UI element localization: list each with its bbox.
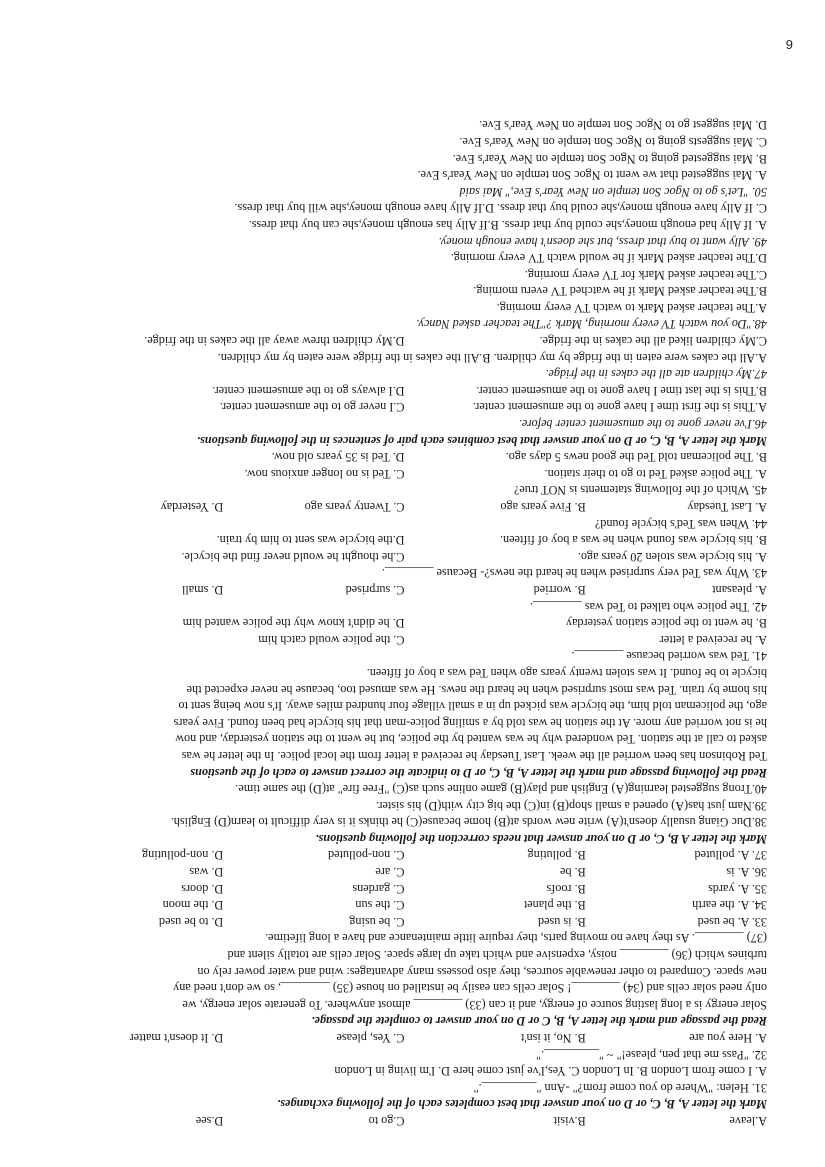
option-cell: D.My children threw away all the cakes in the fridge. bbox=[144, 334, 405, 349]
text-line: A.The teacher asked Mark to watch TV every morning. bbox=[496, 300, 767, 315]
option-cell: B. The policeman told Ted the good news 5 days ago. bbox=[505, 450, 767, 465]
text-line: A.All the cakes were eaten in the fridge by my children. B.All the cakes in the fridge were eaten by my children. bbox=[217, 350, 767, 365]
option-row bbox=[42, 465, 767, 482]
text-line: 40.Trong suggested learning(A) English and play(B) game online such as(C) "Free fire" at(D) the same time. bbox=[235, 782, 767, 797]
option-cell: B. roofs bbox=[546, 881, 586, 896]
option-row bbox=[42, 1112, 767, 1129]
option-cell: B. is used bbox=[538, 914, 586, 929]
section-instruction: Mark the letter A, B, C, or D on your answer that best completes each of the following exchanges. bbox=[277, 1097, 767, 1112]
option-cell: D. It doesn't matter bbox=[129, 1031, 224, 1046]
text-line: D. Mai suggest go to Ngoc Son temple on New Year's Eve. bbox=[479, 118, 767, 133]
text-line: B.The teacher asked Mark if he watched TV everu morning. bbox=[473, 284, 767, 299]
option-cell: C. Twenty years ago bbox=[304, 500, 405, 515]
option-cell: D.the bicycle was sent to him by train. bbox=[216, 533, 405, 548]
option-cell: C. be using bbox=[349, 914, 405, 929]
option-cell: B. polluting bbox=[527, 848, 586, 863]
option-row bbox=[42, 913, 767, 930]
option-cell: C. are bbox=[375, 865, 405, 880]
text-line: B. Mai suggested going to Ngoc Son temple on New Year's Eve. bbox=[452, 151, 767, 166]
option-cell: D. Yesterday bbox=[160, 500, 224, 515]
option-row bbox=[42, 847, 767, 864]
option-cell: B. No, it isn't bbox=[520, 1031, 586, 1046]
text-line: he is not worried any more. At the station he was told by a smiling police-man that his bicycle had been found. Five years bbox=[173, 715, 767, 730]
text-line: 41. Ted was worried because ________. bbox=[571, 649, 767, 664]
option-cell: A.leave bbox=[729, 1114, 767, 1128]
option-cell: C. Ted is no longer anxious now. bbox=[244, 466, 405, 481]
option-cell: B.This is the last time I have gone to the amusement center. bbox=[476, 383, 767, 398]
option-cell: 35. A. yards bbox=[708, 881, 767, 896]
option-cell: C. non-polluted bbox=[327, 848, 405, 863]
text-line: only need solar cells and (34) ________! Solar cells can easily be installed on house (35) ________, so we don't need any bbox=[173, 981, 767, 996]
option-cell: D. small bbox=[181, 583, 224, 597]
option-cell: B. Five years ago bbox=[500, 500, 586, 515]
option-cell: A. pleasant bbox=[712, 583, 767, 597]
option-row bbox=[42, 615, 767, 632]
option-cell: C.go to bbox=[368, 1114, 405, 1128]
text-line: 39.Nam just has(A) opened a small shop(B) in(C) the big city with(D) his sister. bbox=[376, 798, 767, 813]
text-line: 42. The police who talked to Ted was ________. bbox=[530, 599, 767, 614]
section-instruction: Read the passage and mark the letter A, B, C or D on your answer to complete the passage. bbox=[311, 1014, 767, 1029]
option-cell: B. he went to the police station yesterday bbox=[565, 616, 767, 631]
option-row bbox=[42, 631, 767, 648]
worksheet-body bbox=[42, 117, 767, 1129]
option-cell: B.visit bbox=[553, 1114, 586, 1128]
option-row bbox=[42, 1029, 767, 1046]
text-line: ago, the policeman told him, the bicycle was picked up in a small village four hundred miles away. It's now being sent to bbox=[178, 699, 767, 714]
page-number: 6 bbox=[785, 37, 793, 52]
text-line: 44. When was Ted's bicycle found? bbox=[594, 516, 767, 531]
text-line: 48."Do you watch TV every morning, Mark ?"The teacher asked Nancy. bbox=[416, 317, 767, 332]
option-cell: 33. A. be used bbox=[697, 914, 767, 929]
option-row bbox=[42, 897, 767, 914]
option-cell: C. Yes, please bbox=[336, 1031, 405, 1046]
option-cell: D.I always go to the amusement center. bbox=[212, 383, 405, 398]
option-cell: A. Here you are bbox=[689, 1031, 767, 1046]
option-cell: D. was bbox=[189, 865, 224, 880]
text-line: asked to call at the station. Ted wondered why he was wanted by the police, but he went to the station yesterday, and now bbox=[175, 732, 767, 747]
text-line: new space. Compared to other renewable sources, they also possess many advantages: wind and water power rely on bbox=[197, 964, 767, 979]
option-cell: A.This is the first time I have gone to the amusement center. bbox=[472, 400, 767, 415]
option-cell: C. surprised bbox=[345, 583, 405, 597]
option-row bbox=[42, 399, 767, 416]
option-row bbox=[42, 498, 767, 515]
option-cell: 34. A. the earth bbox=[692, 898, 767, 913]
option-cell: A. he received a letter bbox=[659, 632, 767, 647]
option-cell: C. gardens bbox=[352, 881, 405, 896]
text-line: (37) ________. As they have no moving parts, they require little maintenance and have a long lifetime. bbox=[265, 931, 767, 946]
option-row bbox=[42, 548, 767, 565]
text-line: A. I come from London B. In London C. Yes,I've just come here D. I'm living in London bbox=[334, 1064, 767, 1079]
option-cell: D. Ted is 35 years old now. bbox=[271, 450, 405, 465]
option-cell: B. the planet bbox=[523, 898, 586, 913]
option-cell: 37. A. polluted bbox=[694, 848, 767, 863]
section-instruction: Mark the letter A B, C, or D on your answer that needs correction the following questions. bbox=[315, 831, 767, 846]
option-cell: D. doors bbox=[181, 881, 224, 896]
option-cell: A. Last Tuesday bbox=[687, 500, 767, 515]
text-line: A. Mai suggested that we went to Ngoc Son temple on New Year's Eve. bbox=[417, 168, 767, 183]
option-cell: C.he thought he would never find the bicycle. bbox=[181, 549, 405, 564]
option-cell: C.I never go to the amusement center. bbox=[219, 400, 405, 415]
option-row bbox=[42, 449, 767, 466]
text-line: C.The teacher asked Mark for TV every morning. bbox=[524, 267, 767, 282]
option-row bbox=[42, 333, 767, 350]
text-line: C. If Ally have enough money,she could buy that dress. D.If Ally have enough money,she will buy that dress. bbox=[234, 201, 767, 216]
text-line: C. Mai suggests going to Ngoc Son temple on New Year's Eve. bbox=[459, 134, 767, 149]
text-line: A. If Ally had enough money,she could buy that dress. B.If Ally has enough money,she can buy that dress. bbox=[248, 217, 767, 232]
text-line: 32. "Pass me that pen, please!" ~ "_________." bbox=[536, 1047, 767, 1062]
option-cell: 36. A. is bbox=[726, 865, 767, 880]
text-line: bicycle to be found. It was stolen twenty years ago when Ted was a boy of fifteen. bbox=[366, 665, 767, 680]
option-cell: D. he didn't know why the police wanted him bbox=[182, 616, 405, 631]
option-cell: D. to be used bbox=[158, 914, 224, 929]
text-line: 38.Duc Giang usually doesn't(A) write new words at(B) home because(C) he thinks it is very difficult to learn(D) English. bbox=[170, 815, 767, 830]
text-line: 49. Ally want to buy that dress, but she doesn't have enough money. bbox=[438, 234, 767, 249]
text-line: 46.I've never gone to the amusement center before. bbox=[518, 417, 767, 432]
option-row bbox=[42, 382, 767, 399]
text-line: 45. Which of the following statements is NOT true? bbox=[513, 483, 767, 498]
text-line: his home by train. Ted was most surprised when he heard the news. He was amused too, because he never expected the bbox=[186, 682, 767, 697]
option-cell: D. the moon bbox=[162, 898, 224, 913]
option-cell: B. be bbox=[560, 865, 586, 880]
option-row bbox=[42, 864, 767, 881]
text-line: turbines which (36) ________ noisy, expensive and which take up large space. Solar cells are totally silent and bbox=[227, 948, 767, 963]
text-line: Solar energy is a long lasting source of energy, and it can (33) ________ almost anywhere. To generate solar energy, we bbox=[182, 997, 767, 1012]
option-cell: B. worried bbox=[533, 583, 586, 597]
option-cell: B. his bicycle was found when he was a boy of fifteen. bbox=[499, 533, 767, 548]
option-cell: D.see bbox=[195, 1114, 224, 1128]
option-cell: C. the police would catch him bbox=[258, 632, 405, 647]
section-instruction: Mark the letter A, B, C, or D on your answer that best combines each pair of sentences in the following questions. bbox=[196, 433, 767, 448]
text-line: 43. Why was Ted very surprised when he heard the news?- Because ________. bbox=[381, 566, 767, 581]
option-cell: C.My children liked all the cakes in the fridge. bbox=[539, 334, 767, 349]
option-row bbox=[42, 581, 767, 598]
section-instruction: Read the following passage and mark the letter A, B, C, or D to indicate the correct answer to each of the questions bbox=[190, 765, 767, 780]
option-cell: D. non-polluting bbox=[142, 848, 224, 863]
text-line: D.The teacher asked Mark if he would watch TV every morning. bbox=[450, 251, 767, 266]
text-line: 50. "Let's go to Ngoc Son temple on New Year's Eve," Mai said bbox=[459, 184, 767, 199]
option-cell: C. the sun bbox=[355, 898, 405, 913]
option-cell: A. The police asked Ted to go to their station. bbox=[544, 466, 767, 481]
text-line: 47.My children ate all the cakes in the fridge. bbox=[545, 367, 767, 382]
option-row bbox=[42, 880, 767, 897]
text-line: Ted Robinson has been worried all the week. Last Tuesday he received a letter from the local police. In the letter he was bbox=[181, 748, 767, 763]
text-line: 31. Helen: "Where do you come from?" -Ann "_________." bbox=[473, 1080, 767, 1095]
option-row bbox=[42, 532, 767, 549]
option-cell: A. his bicycle was stolen 20 years ago. bbox=[577, 549, 767, 564]
